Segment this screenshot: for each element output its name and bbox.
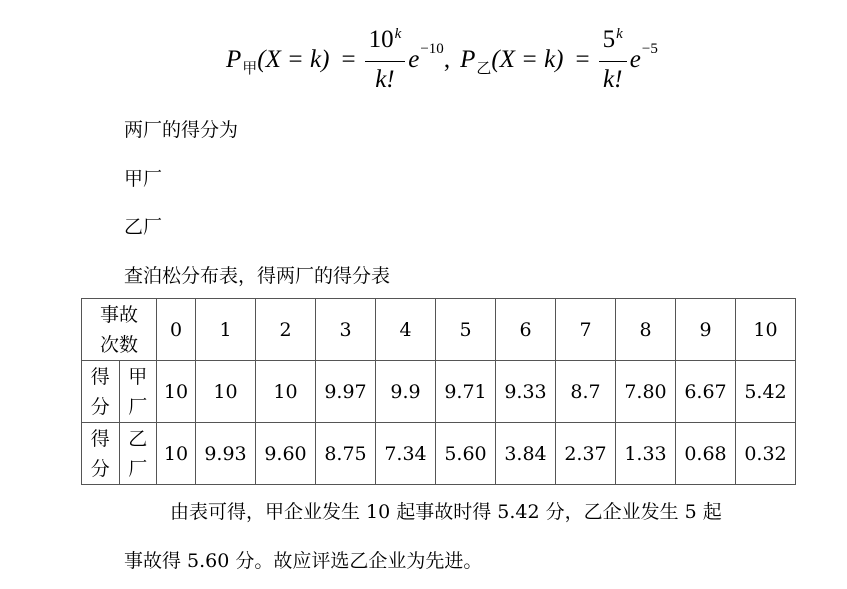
table-row-header (82, 299, 796, 361)
header-label-line1: 事故 (99, 303, 138, 326)
formula-exp-jia: −10 (420, 40, 444, 57)
formula-arg-jia: (X (257, 46, 281, 73)
table-row-yi (82, 423, 796, 485)
header-count-3: 3 (316, 299, 376, 361)
formula-base-jia: 10 (368, 26, 394, 53)
formula-base-yi: 5 (602, 26, 616, 53)
formula-sub-jia: 甲 (242, 58, 258, 77)
factory-label-jia-line1: 甲 (128, 365, 148, 388)
formula-eq-k-yi: = k) (520, 46, 564, 73)
conclusion-line-2: 事故得 5.60 分。故应评选乙企业为先进。 (124, 550, 483, 572)
header-count-0: 0 (157, 299, 196, 361)
yi-score-7: 2.37 (556, 423, 616, 485)
text-line-jia-factory: 甲厂 (124, 168, 163, 190)
jia-score-7: 8.7 (556, 361, 616, 423)
header-count-4: 4 (376, 299, 436, 361)
jia-score-8: 7.80 (616, 361, 676, 423)
formula-equals-yi: = (575, 46, 590, 73)
yi-score-8: 1.33 (616, 423, 676, 485)
formula-k-exp-yi: k (616, 26, 623, 42)
header-count-6: 6 (496, 299, 556, 361)
yi-score-3: 8.75 (316, 423, 376, 485)
factory-label-cell-yi (119, 423, 157, 485)
formula-p-jia: P (226, 46, 242, 73)
jia-score-0: 10 (157, 361, 196, 423)
header-label-cell (82, 299, 157, 361)
header-count-2: 2 (256, 299, 316, 361)
formula-sub-yi: 乙 (476, 58, 492, 77)
formula-fraction-yi (599, 25, 627, 95)
header-count-5: 5 (436, 299, 496, 361)
formula-fraction-jia (365, 25, 406, 95)
text-line-yi-factory: 乙厂 (124, 216, 163, 238)
jia-score-9: 6.67 (676, 361, 736, 423)
jia-score-1: 10 (196, 361, 256, 423)
score-label-cell-jia (82, 361, 120, 423)
score-label-line2: 分 (90, 457, 110, 480)
formula-k-exp-jia: k (394, 26, 402, 42)
score-label-cell-yi (82, 423, 120, 485)
factory-label-yi-line2: 厂 (128, 457, 148, 480)
conclusion-line-1: 由表可得，甲企业发生 10 起事故时得 5.42 分，乙企业发生 5 起 (170, 501, 722, 523)
jia-score-5: 9.71 (436, 361, 496, 423)
header-count-9: 9 (676, 299, 736, 361)
poisson-formula (226, 22, 658, 98)
formula-exp-yi: −5 (641, 40, 658, 57)
yi-score-2: 9.60 (256, 423, 316, 485)
header-count-10: 10 (736, 299, 796, 361)
jia-score-3: 9.97 (316, 361, 376, 423)
table-row-jia (82, 361, 796, 423)
yi-score-4: 7.34 (376, 423, 436, 485)
formula-e-jia: e (408, 46, 420, 73)
formula-denominator-yi: k! (603, 66, 623, 93)
yi-score-6: 3.84 (496, 423, 556, 485)
score-label-line1: 得 (90, 427, 110, 450)
text-line-table-intro: 查泊松分布表，得两厂的得分表 (124, 265, 391, 287)
formula-equals-jia: = (341, 46, 356, 73)
factory-label-cell-jia (119, 361, 157, 423)
formula-arg-yi: (X (491, 46, 515, 73)
score-label-line1: 得 (90, 365, 110, 388)
jia-score-6: 9.33 (496, 361, 556, 423)
yi-score-1: 9.93 (196, 423, 256, 485)
formula-e-yi: e (629, 46, 641, 73)
header-count-8: 8 (616, 299, 676, 361)
header-count-1: 1 (196, 299, 256, 361)
header-label-line2: 次数 (99, 333, 138, 356)
jia-score-10: 5.42 (736, 361, 796, 423)
factory-label-jia-line2: 厂 (128, 395, 148, 418)
text-line-scores-intro: 两厂的得分为 (124, 119, 239, 141)
jia-score-2: 10 (256, 361, 316, 423)
formula-eq-k-jia: = k) (286, 46, 330, 73)
score-table (81, 298, 796, 485)
formula-numerator-yi (599, 25, 627, 62)
yi-score-0: 10 (157, 423, 196, 485)
yi-score-9: 0.68 (676, 423, 736, 485)
formula-comma: , (443, 46, 451, 73)
formula-numerator-jia (365, 25, 406, 62)
factory-label-yi-line1: 乙 (128, 427, 148, 450)
formula-p-yi: P (460, 46, 476, 73)
jia-score-4: 9.9 (376, 361, 436, 423)
yi-score-5: 5.60 (436, 423, 496, 485)
score-label-line2: 分 (90, 395, 110, 418)
header-count-7: 7 (556, 299, 616, 361)
yi-score-10: 0.32 (736, 423, 796, 485)
formula-denominator-jia: k! (375, 66, 395, 93)
